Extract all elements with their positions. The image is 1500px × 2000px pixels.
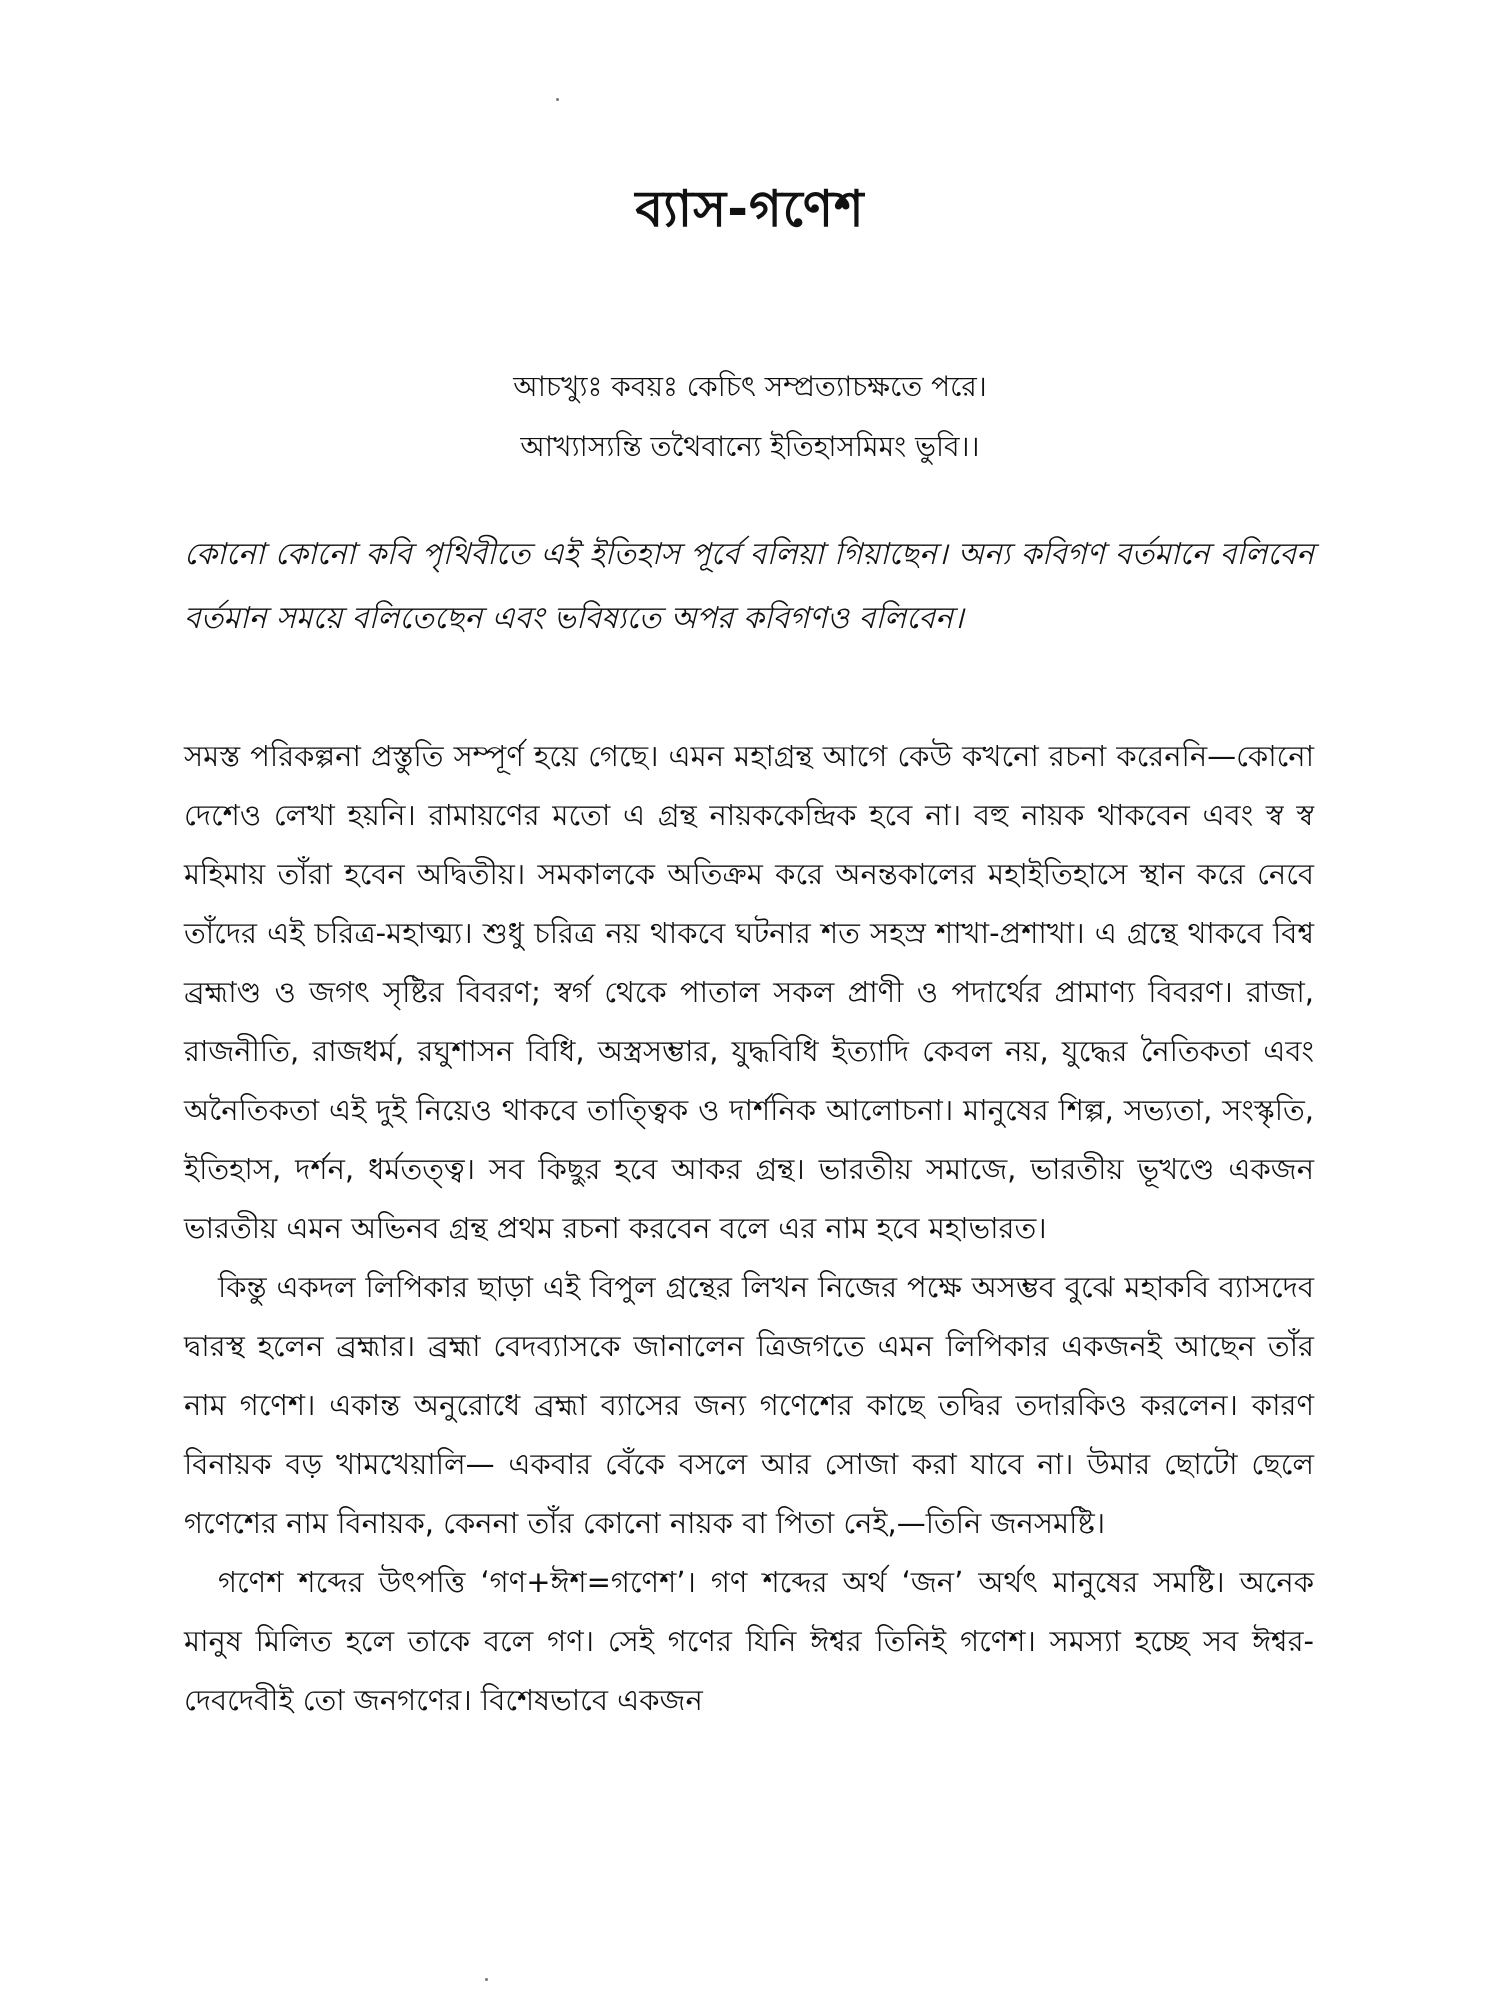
sanskrit-verse-line-1: আচখ্যুঃ কবয়ঃ কেচিৎ সম্প্রত্যাচক্ষতে পরে। [513, 370, 987, 403]
paragraph-3: গণেশ শব্দের উৎপত্তি ‘গণ+ঈশ=গণেশ’। গণ শব্দের অর্থ ‘জন’ অর্থৎ মানুষের সমষ্টি। অনেক মানুষ মিলিত হলে তাকে বলে গণ। সেই গণের যিনি ঈশ্বর তিনিই গণেশ। সমস্যা হচ্ছে সব ঈশ্বর-দেবদেবীই তো জনগণের। বিশেষভাবে একজন [184, 1565, 1314, 1717]
scan-speck [485, 1978, 488, 1981]
body-text [184, 727, 1314, 1730]
verse-translation: কোনো কোনো কবি পৃথিবীতে এই ইতিহাস পূর্বে বলিয়া গিয়াছেন। অন্য কবিগণ বর্তমানে বলিবেন বর্তমান সময়ে বলিতেছেন এবং ভবিষ্যতে অপর কবিগণও বলিবেন। [184, 537, 1314, 636]
sanskrit-verse-line-2: আখ্যাস্যন্তি তথৈবান্যে ইতিহাসমিমং ভুবি।। [520, 430, 980, 463]
chapter-title: ব্যাস-গণেশ [635, 180, 865, 238]
paragraph-1: সমস্ত পরিকল্পনা প্রস্তুতি সম্পূর্ণ হয়ে গেছে। এমন মহাগ্রন্থ আগে কেউ কখনো রচনা করেননি—কোনো দেশেও লেখা হয়নি। রামায়ণের মতো এ গ্রন্থ নায়ককেন্দ্রিক হবে না। বহু নায়ক থাকবেন এবং স্ব স্ব মহিমায় তাঁরা হবেন অদ্বিতীয়। সমকালকে অতিক্রম করে অনন্তকালের মহাইতিহাসে স্থান করে নেবে তাঁদের এই চরিত্র-মহাত্ম্য। শুধু চরিত্র নয় থাকবে ঘটনার শত সহস্র শাখা-প্রশাখা। এ গ্রন্থে থাকবে বিশ্ব ব্রহ্মাণ্ড ও জগৎ সৃষ্টির বিবরণ; স্বর্গ থেকে পাতাল সকল প্রাণী ও পদার্থের প্রামাণ্য বিবরণ। রাজা, রাজনীতি, রাজধর্ম, রঘুশাসন বিধি, অস্ত্রসম্ভার, যুদ্ধবিধি ইত্যাদি কেবল নয়, যুদ্ধের নৈতিকতা এবং অনৈতিকতা এই দুই নিয়েও থাকবে তাত্ত্বিক ও দার্শনিক আলোচনা। মানুষের শিল্প, সভ্যতা, সংস্কৃতি, ইতিহাস, দর্শন, ধর্মতত্ত্ব। সব কিছুর হবে আকর গ্রন্থ। ভারতীয় সমাজে, ভারতীয় ভূখণ্ডে একজন ভারতীয় এমন অভিনব গ্রন্থ প্রথম রচনা করবেন বলে এর নাম হবে মহাভারত। [184, 739, 1314, 1245]
paragraph-2: কিন্তু একদল লিপিকার ছাড়া এই বিপুল গ্রন্থের লিখন নিজের পক্ষে অসম্ভব বুঝে মহাকবি ব্যাসদেব দ্বারস্থ হলেন ব্রহ্মার। ব্রহ্মা বেদব্যাসকে জানালেন ত্রিজগতে এমন লিপিকার একজনই আছেন তাঁর নাম গণেশ। একান্ত অনুরোধে ব্রহ্মা ব্যাসের জন্য গণেশের কাছে তদ্বির তদারকিও করলেন। কারণ বিনায়ক বড় খামখেয়ালি— একবার বেঁকে বসলে আর সোজা করা যাবে না। উমার ছোটো ছেলে গণেশের নাম বিনায়ক, কেননা তাঁর কোনো নায়ক বা পিতা নেই,—তিনি জনসমষ্টি। [184, 1270, 1314, 1540]
scan-speck [556, 98, 559, 101]
